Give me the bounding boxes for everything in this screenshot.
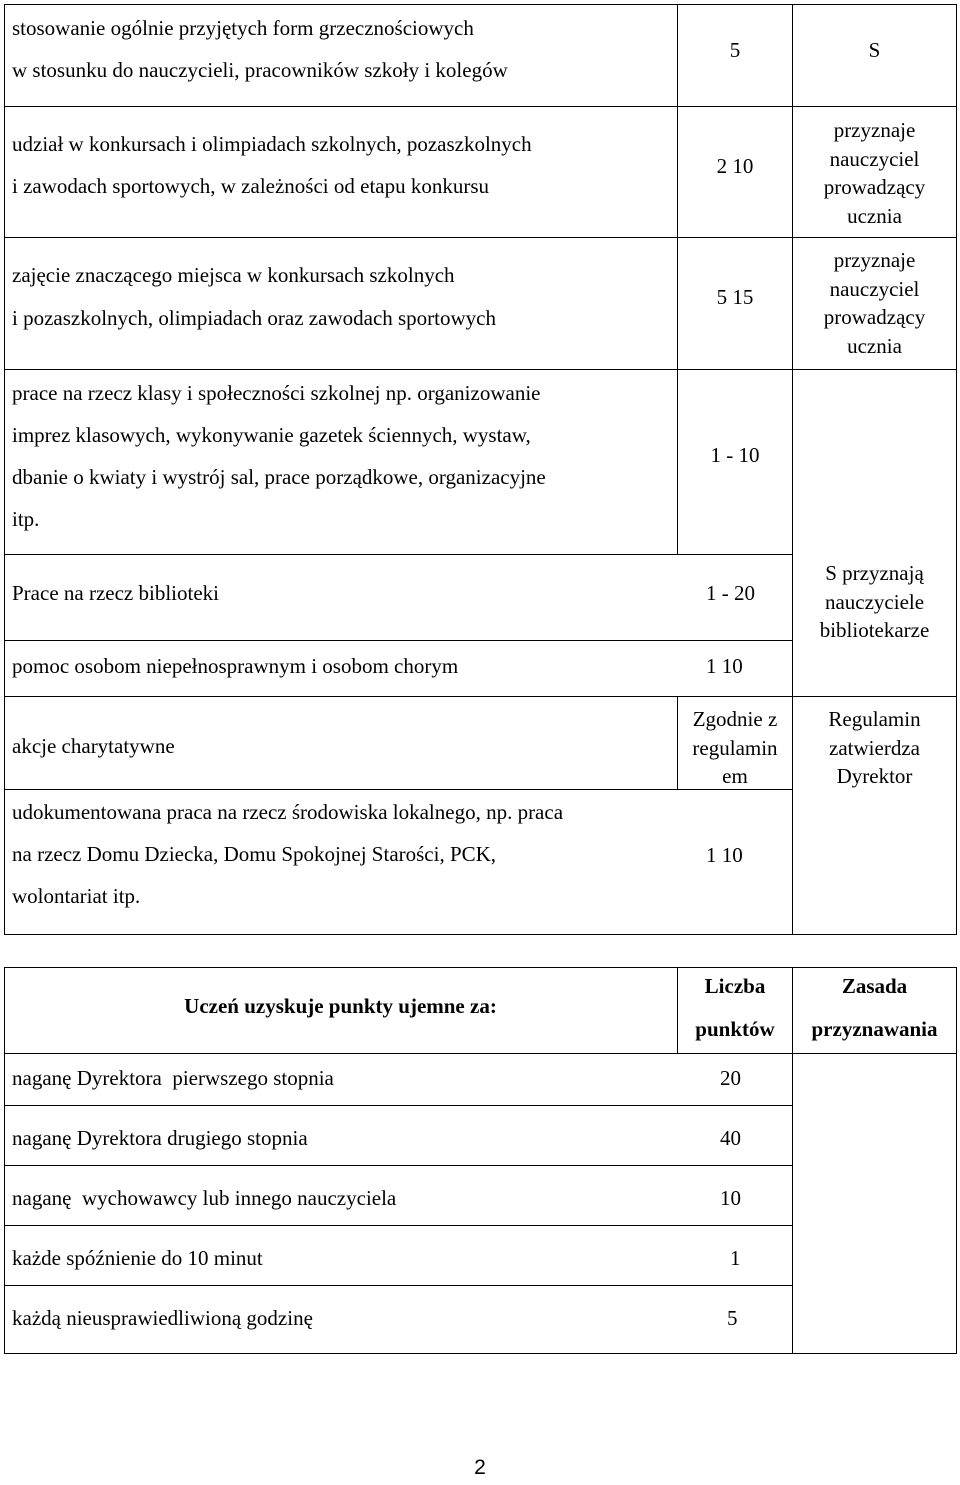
row-4-points: 1 - 10: [710, 443, 760, 467]
row-8-description: udokumentowana praca na rzecz środowiska lokalnego, np. praca na rzecz Domu Dziecka, Domu Spokojnej Starości, PCK, wolontariat itp.: [12, 800, 564, 908]
negative-row-5-points: 5: [727, 1306, 738, 1330]
negative-row-2-points: 40: [720, 1126, 741, 1150]
row-5-rule: S przyznają nauczyciele bibliotekarze: [819, 561, 930, 642]
row-1-description: stosowanie ogólnie przyjętych form grzecznościowych w stosunku do nauczycieli, pracowników szkoły i kolegów: [12, 16, 508, 82]
negative-row-3-points: 10: [720, 1186, 741, 1210]
negative-row-1-points: 20: [720, 1066, 741, 1090]
row-1-rule: S: [868, 38, 881, 62]
row-3-description: zajęcie znaczącego miejsca w konkursach szkolnych i pozaszkolnych, olimpiadach oraz zawodach sportowych: [12, 263, 496, 330]
row-3-rule: przyznaje nauczyciel prowadzący ucznia: [823, 248, 926, 358]
negative-table-header-rule: Zasada przyznawania: [811, 974, 938, 1041]
row-7-points: Zgodnie z regulamin em: [692, 707, 778, 788]
row-5-description: Prace na rzecz biblioteki: [12, 581, 219, 605]
row-7-rule: Regulamin zatwierdza Dyrektor: [828, 707, 921, 788]
row-2-description: udział w konkursach i olimpiadach szkolnych, pozaszkolnych i zawodach sportowych, w zależności od etapu konkursu: [12, 132, 532, 198]
row-2-points: 2 10: [716, 154, 754, 178]
row-1-points: 5: [729, 38, 741, 62]
row-2-rule: przyznaje nauczyciel prowadzący ucznia: [823, 118, 926, 228]
page-number: 2: [474, 1456, 486, 1479]
row-7-description: akcje charytatywne: [12, 734, 175, 758]
negative-row-3-description: naganę wychowawcy lub innego nauczyciela: [12, 1186, 397, 1210]
row-8-points: 1 10: [706, 843, 743, 867]
negative-table-header-points: Liczba punktów: [695, 974, 775, 1041]
row-3-points: 5 15: [716, 285, 754, 309]
row-5-points: 1 - 20: [706, 581, 755, 605]
row-6-description: pomoc osobom niepełnosprawnym i osobom chorym: [12, 654, 459, 678]
negative-row-4-description: każde spóźnienie do 10 minut: [12, 1246, 263, 1270]
negative-row-5-description: każdą nieusprawiedliwioną godzinę: [12, 1306, 313, 1330]
negative-table-header-description: Uczeń uzyskuje punkty ujemne za:: [184, 994, 497, 1018]
negative-row-4-points: 1: [730, 1246, 741, 1270]
row-4-description: prace na rzecz klasy i społeczności szkolnej np. organizowanie imprez klasowych, wykonywanie gazetek ściennych, wystaw, dbanie o kwiaty i wystrój sal, prace porządkowe, organizacyjne itp.: [12, 381, 546, 531]
negative-row-2-description: naganę Dyrektora drugiego stopnia: [12, 1126, 308, 1150]
row-6-points: 1 10: [706, 654, 743, 678]
negative-row-1-description: naganę Dyrektora pierwszego stopnia: [12, 1066, 334, 1090]
